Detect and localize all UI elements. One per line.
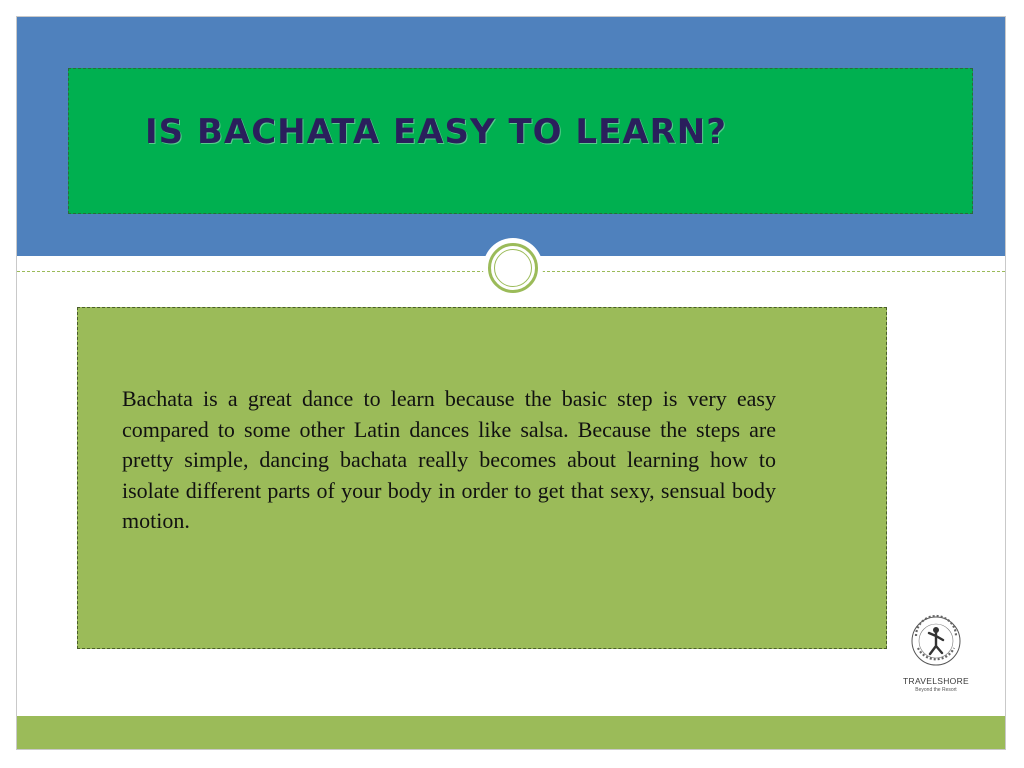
logo-name: TRAVELSHORE [903,676,969,686]
slide-title: IS BACHATA EASY TO LEARN? [145,112,727,152]
travelshore-logo [898,614,974,700]
footer-band [17,716,1005,749]
logo-tagline: Beyond the Resort [915,687,957,693]
circle-ornament-inner [494,249,532,287]
dominican-republic-emblem-icon [910,614,962,672]
slide-body-text: Bachata is a great dance to learn because the basic step is very easy compared to some other Latin dances like salsa. Because the steps are pretty simple, dancing bachata really becomes about learning how to isolate different parts of your body in order to get that sexy, sensual body motion. [122,386,776,533]
